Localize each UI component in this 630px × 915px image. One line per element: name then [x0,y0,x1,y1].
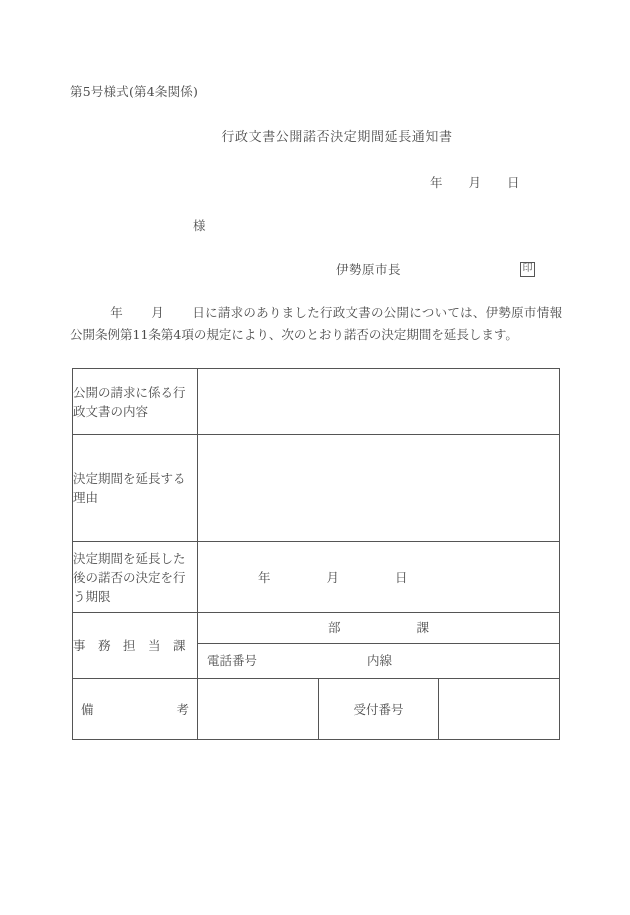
table-row [73,613,560,679]
dept-row [198,613,559,644]
body-year: 年 [110,305,124,320]
section-label: 課 [416,620,430,635]
table-row [73,369,560,435]
issuer-name: 伊勢原市長 [336,262,402,277]
row-value-remarks[interactable] [198,679,319,740]
remarks-label-first: 備 [81,701,94,717]
extension-label: 内線 [367,653,393,668]
table-row [73,542,560,613]
form-number: 第5号様式(第4条関係) [70,84,199,99]
body-main-text: 日に請求のありました行政文書の公開については、伊勢原市情報公開条例第11条第4項の規定により、次のとおり諾否の決定期間を延長します。 [70,305,562,342]
issue-date-year: 年 [430,175,443,190]
seal-icon: 印 [520,262,535,277]
telephone-label: 電話番号 [207,653,258,668]
page-title: 行政文書公開諾否決定期間延長通知書 [221,130,453,145]
table-row [73,679,560,740]
responsible-section-subtable [198,613,559,678]
addressee-suffix: 様 [193,218,206,233]
issue-date-day: 日 [507,175,520,190]
deadline-year: 年 [258,570,271,585]
form-table [72,368,560,740]
dept-cell[interactable] [198,613,559,644]
issuer-row [336,260,535,278]
row-label-responsible-section: 事 務 担 当 課 [73,613,198,679]
row-value-decision-deadline[interactable] [198,542,560,613]
row-label-extension-reason: 決定期間を延長する理由 [73,435,198,542]
row-label-remarks [73,679,198,740]
issue-date-month: 月 [468,175,482,190]
responsible-section-cell [198,613,560,679]
row-label-request-content: 公開の請求に係る行政文書の内容 [73,369,198,435]
deadline-day: 日 [395,570,408,585]
row-value-request-content[interactable] [198,369,560,435]
telephone-row [198,644,559,679]
receipt-number-value[interactable] [439,679,560,740]
dept-label: 部 [327,620,341,635]
body-month: 月 [151,305,165,320]
issue-date-line [430,173,520,191]
body-paragraph [70,302,562,346]
remarks-label-second: 考 [176,701,189,717]
table-row [73,435,560,542]
receipt-number-label: 受付番号 [318,679,439,740]
row-value-extension-reason[interactable] [198,435,560,542]
telephone-cell[interactable] [198,644,559,679]
deadline-month: 月 [326,570,340,585]
row-label-decision-deadline: 決定期間を延長した後の諾否の決定を行う期限 [73,542,198,613]
